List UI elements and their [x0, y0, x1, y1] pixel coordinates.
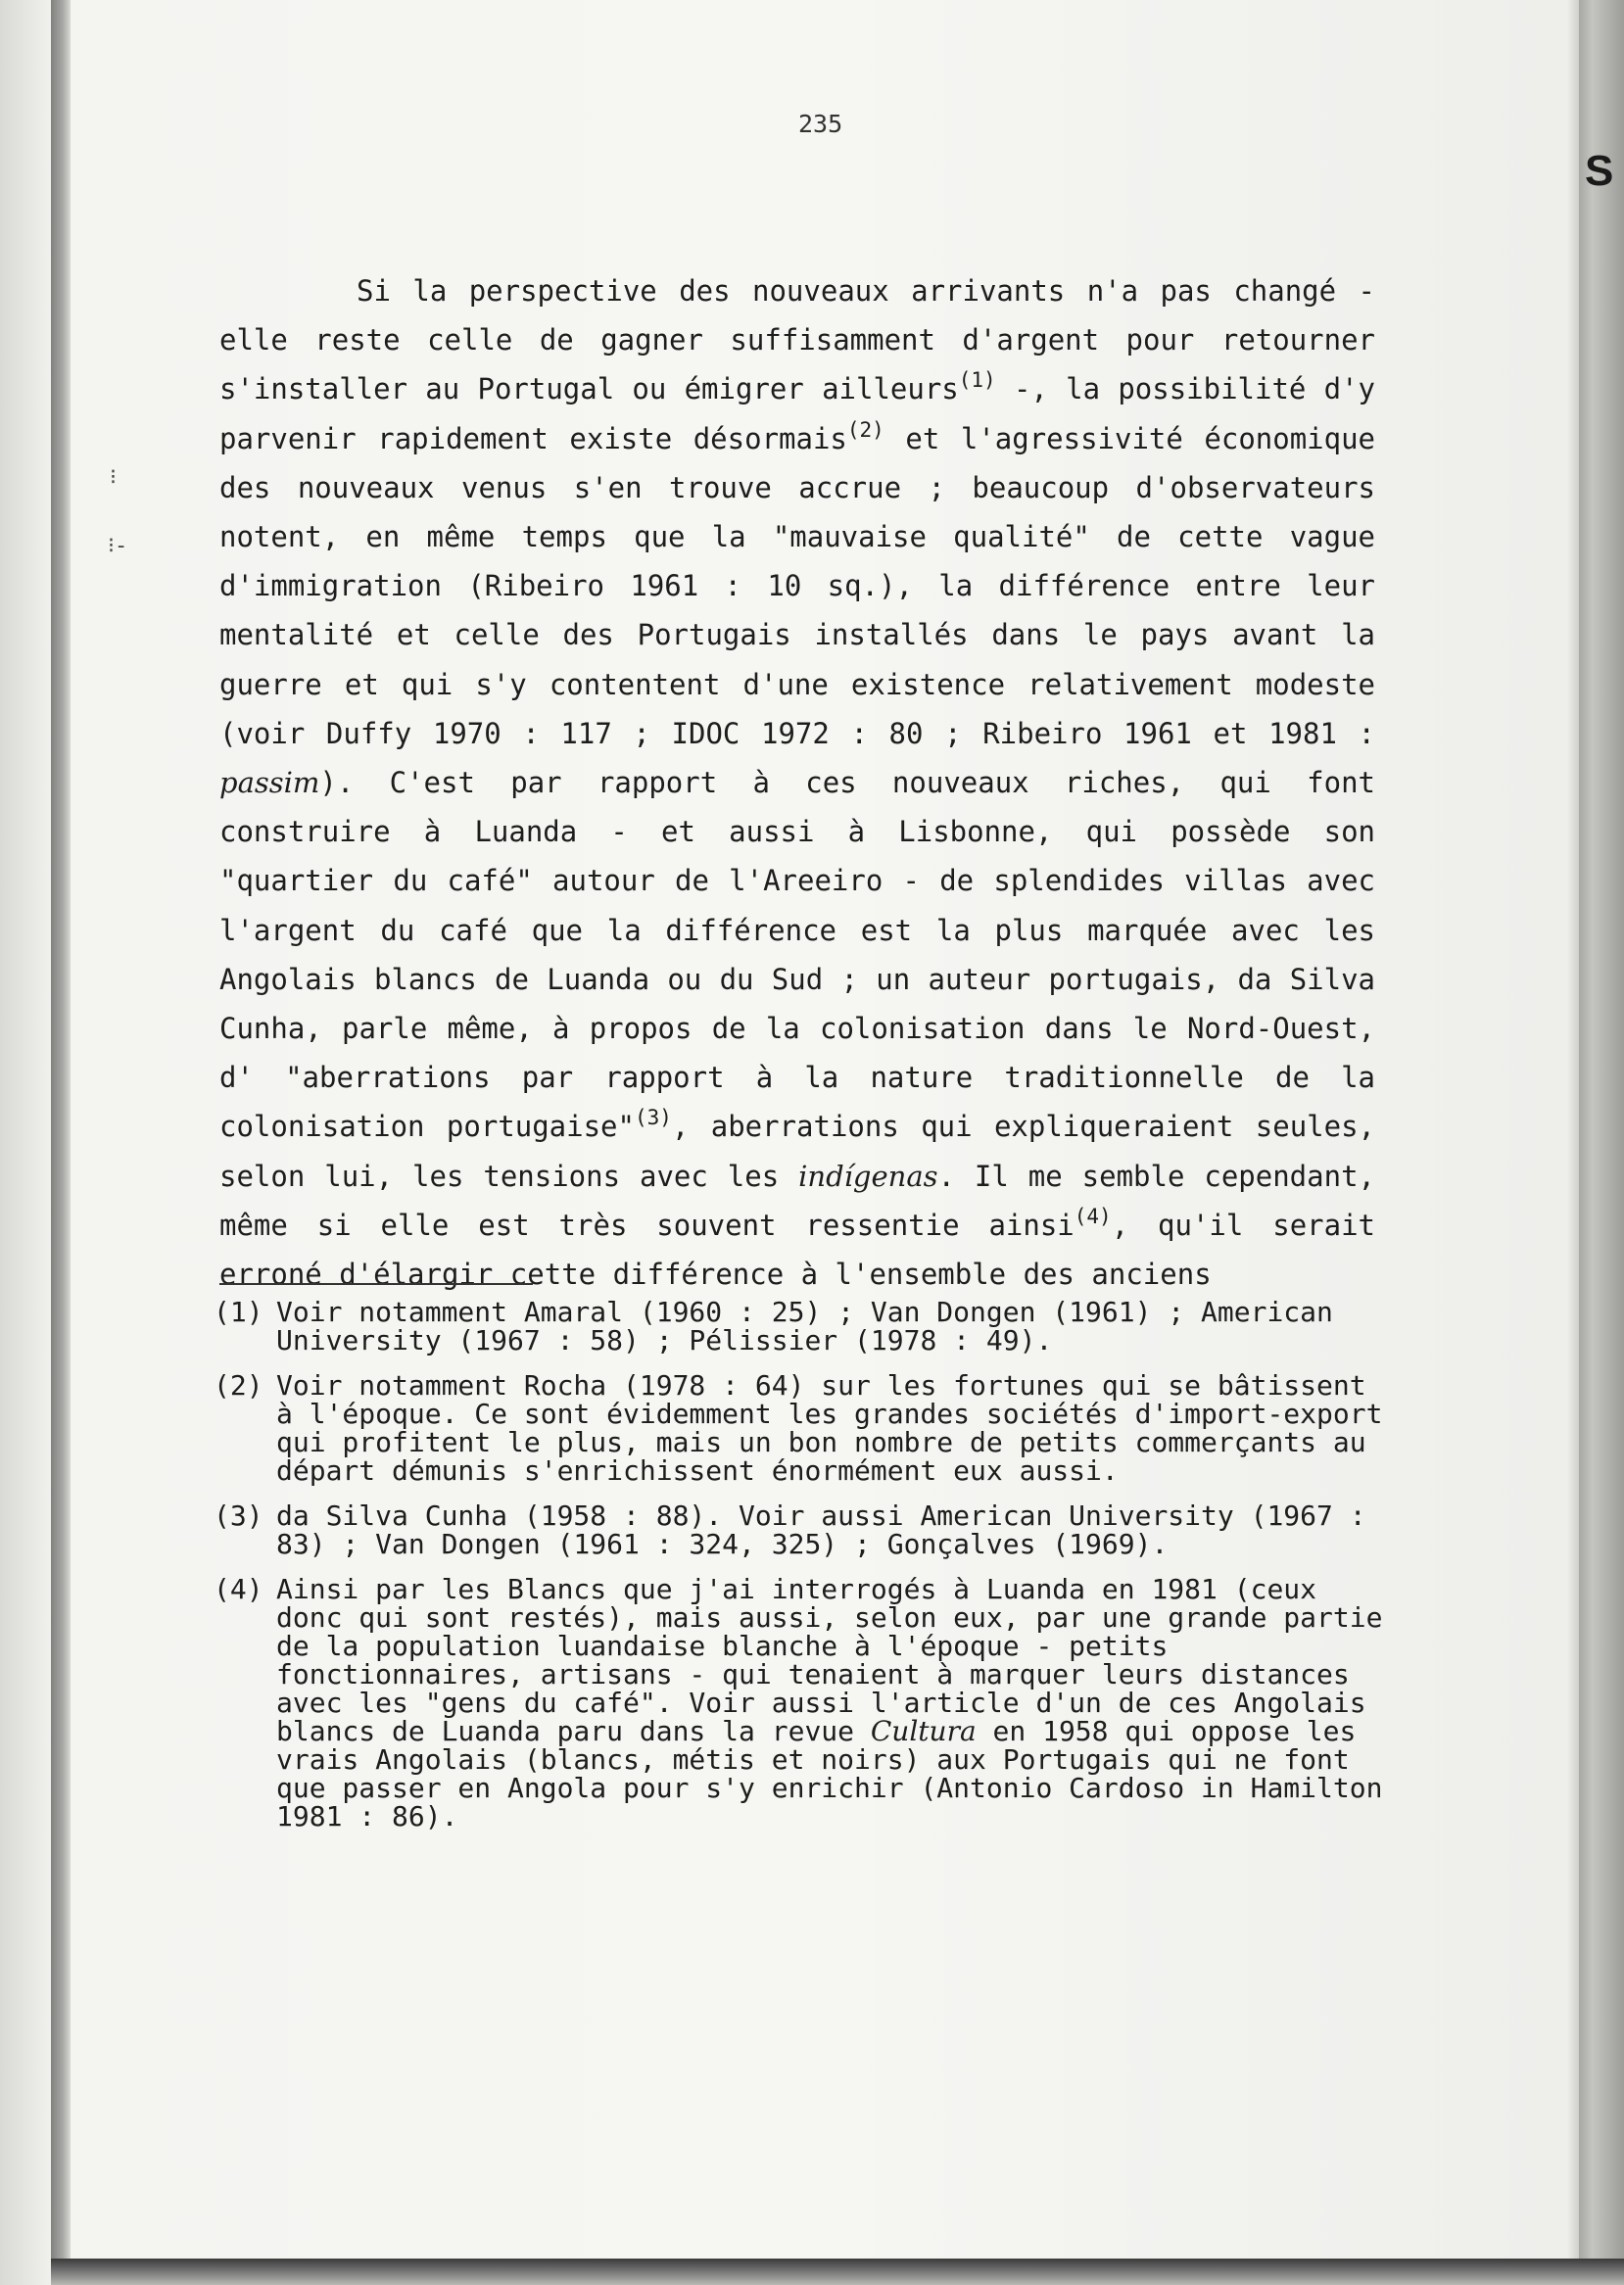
footnote-ref-4: (4) [1074, 1204, 1112, 1228]
footnote-number: (4) [214, 1573, 263, 1605]
paragraph [219, 266, 1375, 1299]
footnote-number: (3) [214, 1500, 263, 1532]
text-run: ). C'est par rapport à ces nouveaux riches, qui font construire à Luanda - et aussi à Lisbonne, qui possède son "quartier du café" autour de l'Areeiro - de splendides villas avec l'argent du café que la différence est la plus marquée avec les Angolais blancs de Luanda ou du Sud ; un auteur portugais, da Silva Cunha, parle même, à propos de la colonisation dans le Nord-Ouest, d' "aberrations par rapport à la nature traditionnelle de la colonisation portugaise" [219, 766, 1375, 1144]
footnote-ref-1: (1) [958, 368, 996, 393]
footnote-text: Voir notamment Rocha (1978 : 64) sur les fortunes qui se bâtissent à l'époque. Ce sont évidemment les grandes sociétés d'import-export qui profitent le plus, mais un bon nombre de petits commerçants au départ démunis s'enrichissent énormément eux aussi. [276, 1369, 1383, 1487]
text-run: -, la possibilité d'y parvenir rapidement existe désormais [219, 372, 1376, 455]
main-paragraph [219, 266, 1375, 1299]
footnotes [214, 1298, 1389, 1847]
footnote-ref-2: (2) [846, 417, 884, 442]
italic-term: passim [219, 766, 320, 800]
footnote-2 [214, 1371, 1389, 1485]
text-run: , aberrations qui expliqueraient seules, selon lui, les tensions avec les [219, 1110, 1375, 1193]
page-number: 235 [798, 110, 843, 138]
footnote-ref-3: (3) [634, 1106, 672, 1130]
footnote-4 [214, 1575, 1389, 1831]
text-run: . Il me semble cependant, même si elle est très souvent ressentie ainsi [219, 1159, 1375, 1242]
text-run: , qu'il serait erroné d'élargir cette différence à l'ensemble des anciens [219, 1208, 1375, 1292]
bottom-scan-edge [51, 2259, 1624, 2285]
footnote-number: (1) [214, 1296, 263, 1328]
footnote-3 [214, 1501, 1389, 1558]
footnote-text [276, 1575, 1389, 1831]
footnote-number: (2) [214, 1369, 263, 1402]
text-run: Si la perspective des nouveaux arrivants n'a pas changé - elle reste celle de gagner suffisamment d'argent pour retourner s'installer au Portugal ou émigrer ailleurs [219, 274, 1375, 406]
adjacent-page-edge [1579, 0, 1624, 2285]
footnote-separator [219, 1283, 533, 1285]
margin-mark: ⁝- [108, 534, 128, 558]
footnote-text: Voir notamment Amaral (1960 : 25) ; Van Dongen (1961) ; American University (1967 : 58) ; Pélissier (1978 : 49). [276, 1296, 1333, 1357]
text-run: en 1958 qui oppose les vrais Angolais (blancs, métis et noirs) aux Portugais qui ne font que passer en Angola pour s'y enrichir (Antonio Cardoso in Hamilton 1981 : 86). [276, 1715, 1383, 1833]
footnote-text: da Silva Cunha (1958 : 88). Voir aussi American University (1967 : 83) ; Van Dongen (1961 : 324, 325) ; Gonçalves (1969). [276, 1500, 1366, 1560]
journal-title: Cultura [870, 1715, 977, 1747]
footnote-1 [214, 1298, 1389, 1355]
text-run: et l'agressivité économique des nouveaux venus s'en trouve accrue ; beaucoup d'observateurs notent, en même temps que la "mauvaise qualité" de cette vague d'immigration (Ribeiro 1961 : 10 sq.), la différence entre leur mentalité et celle des Portugais installés dans le pays avant la guerre et qui s'y contentent d'une existence relativement modeste (voir Duffy 1970 : 117 ; IDOC 1972 : 80 ; Ribeiro 1961 et 1981 : [219, 421, 1375, 750]
binding-shadow [51, 0, 71, 2285]
italic-term: indígenas [798, 1159, 938, 1193]
text-run: Ainsi par les Blancs que j'ai interrogés à Luanda en 1981 (ceux donc qui sont restés), mais aussi, selon eux, par une grande partie de la population luandaise blanche à l'époque - petits fonctionnaires, artisans - qui tenaient à marquer leurs distances avec les "gens du café". Voir aussi l'article d'un de ces Angolais blancs de Luanda paru dans la revue [276, 1573, 1383, 1747]
adjacent-page-letter: S [1585, 147, 1614, 195]
margin-mark: ⁝ [110, 465, 117, 490]
